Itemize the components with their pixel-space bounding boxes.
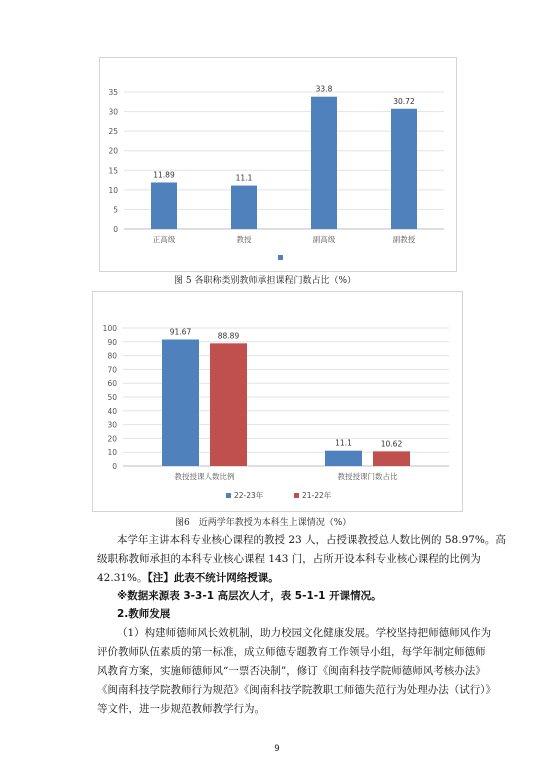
paragraph-line: 级职称教师承担的本科专业核心课程 143 门，占所开设本科专业核心课程的比例为 bbox=[97, 553, 481, 565]
y-tick-label: 10 bbox=[108, 185, 118, 195]
paragraph-line: 评价教师队伍素质的第一标准，成立师德专题教育工作领导小组，每学年制定师德师 bbox=[97, 646, 486, 658]
bar bbox=[151, 182, 177, 229]
chart-2-frame bbox=[92, 291, 463, 512]
data-label: 33.8 bbox=[315, 84, 333, 94]
chart-1-frame bbox=[99, 57, 457, 272]
x-tick-label: 副教授 bbox=[392, 235, 416, 244]
y-tick-label: 10 bbox=[107, 448, 117, 458]
y-tick-label: 35 bbox=[108, 88, 118, 97]
bar bbox=[391, 109, 417, 229]
data-label: 30.72 bbox=[393, 96, 415, 106]
chart-1-caption: 图 5 各职称类别教师承担课程门数占比（%） bbox=[174, 276, 357, 286]
legend-label: 22-23年 bbox=[234, 491, 264, 500]
chart-1 bbox=[100, 58, 456, 271]
y-tick-label: 0 bbox=[112, 462, 117, 471]
legend-swatch bbox=[294, 493, 299, 498]
paragraph-line: 等文件，进一步规范教师教学行为。 bbox=[97, 703, 265, 715]
paragraph-line: 《闽南科技学院教师行为规范》《闽南科技学院教职工师德失范行为处理办法（试行）》 bbox=[97, 684, 496, 696]
x-tick-label: 副高级 bbox=[312, 235, 336, 244]
legend-swatch bbox=[226, 493, 231, 498]
y-tick-label: 60 bbox=[107, 379, 117, 389]
x-tick-label: 教授授课门数占比 bbox=[337, 472, 398, 481]
bar bbox=[311, 97, 337, 229]
paragraph-line bbox=[97, 569, 279, 588]
y-tick-label: 30 bbox=[107, 420, 117, 430]
x-tick-label: 教授授课人数比例 bbox=[174, 472, 235, 481]
y-tick-label: 70 bbox=[107, 365, 117, 375]
y-tick-label: 20 bbox=[107, 434, 117, 444]
y-tick-label: 20 bbox=[108, 146, 118, 156]
data-label: 91.67 bbox=[169, 327, 192, 337]
section-heading: 2.教师发展 bbox=[117, 608, 171, 620]
paragraph-line: 风教育方案，实施师德师风“一票否决制”，修订《闽南科技学院师德师风考核办法》 bbox=[97, 665, 486, 677]
y-tick-label: 30 bbox=[108, 107, 118, 117]
chart-2-caption: 图6 近两学年教授为本科生上课情况（%） bbox=[175, 518, 352, 528]
note-text: 【注】此表不统计网络授课。 bbox=[147, 572, 279, 584]
y-tick-label: 25 bbox=[108, 127, 118, 137]
bar bbox=[373, 451, 410, 466]
data-label: 10.62 bbox=[380, 439, 403, 449]
page-number: 9 bbox=[274, 744, 280, 754]
data-label: 11.1 bbox=[335, 438, 352, 448]
bar bbox=[231, 186, 257, 229]
y-tick-label: 40 bbox=[107, 406, 117, 416]
bar bbox=[162, 339, 199, 466]
percentage-text: 42.31%。 bbox=[97, 572, 148, 584]
legend-label: 21-22年 bbox=[302, 491, 332, 500]
y-tick-label: 15 bbox=[108, 166, 118, 176]
y-tick-label: 5 bbox=[113, 205, 118, 215]
bar bbox=[325, 451, 362, 466]
data-label: 11.89 bbox=[153, 170, 175, 180]
paragraph-line: （1）构建师德师风长效机制，助力校园文化健康发展。学校坚持把师德师风作为 bbox=[117, 627, 492, 639]
y-tick-label: 90 bbox=[107, 337, 117, 347]
y-tick-label: 80 bbox=[107, 351, 117, 361]
legend-swatch bbox=[278, 255, 283, 260]
data-label: 11.1 bbox=[235, 173, 253, 183]
data-label: 88.89 bbox=[217, 331, 240, 341]
y-tick-label: 50 bbox=[107, 393, 117, 402]
paragraph-line: 本学年主讲本科专业核心课程的教授 23 人，占授课教授总人数比例的 58.97%。高 bbox=[117, 534, 506, 546]
y-tick-label: 0 bbox=[113, 225, 118, 234]
x-tick-label: 教授 bbox=[236, 235, 252, 244]
y-tick-label: 100 bbox=[102, 324, 117, 333]
bar bbox=[210, 343, 247, 466]
chart-2 bbox=[93, 292, 462, 511]
data-source-note: ※数据来源表 3-3-1 高层次人才，表 5-1-1 开课情况。 bbox=[117, 590, 382, 602]
x-tick-label: 正高级 bbox=[152, 235, 176, 244]
